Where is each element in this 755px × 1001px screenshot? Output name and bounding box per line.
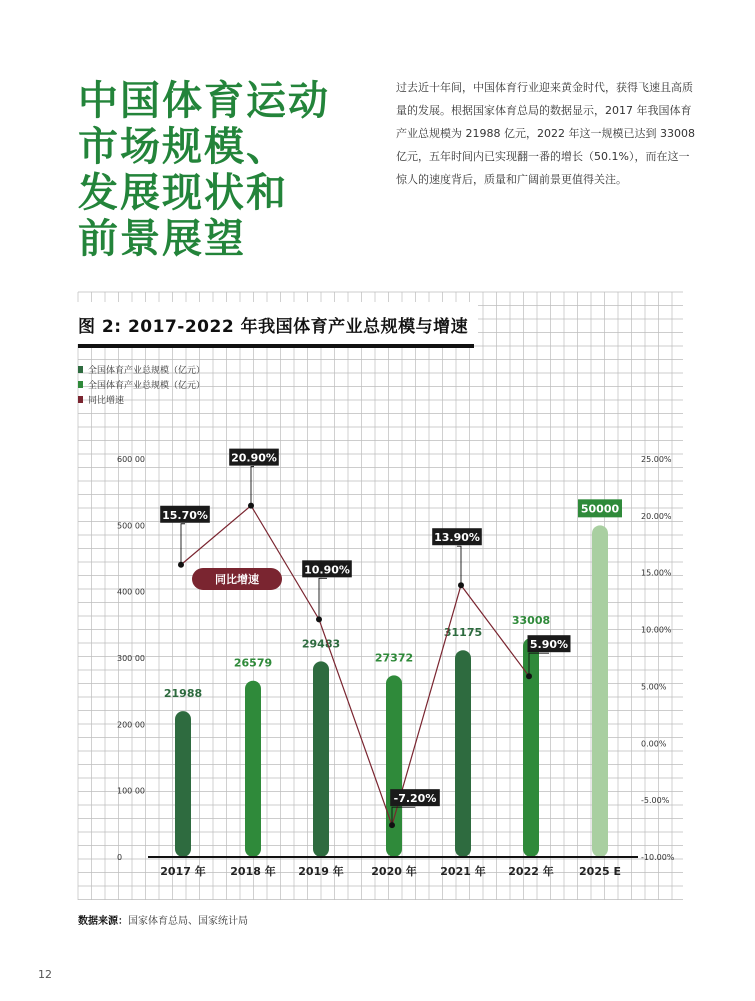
y-axis-right-tick-label: 10.00% <box>641 625 672 635</box>
rate-label: 13.90% <box>434 531 480 545</box>
legend-item-growth <box>78 392 205 407</box>
bar-value-label: 29483 <box>301 637 341 651</box>
legend-label: 全国体育产业总规模（亿元） <box>88 366 206 376</box>
title-rule <box>78 344 474 348</box>
page-headline: 中国体育运动 市场规模、 发展现状和 前景展望 <box>78 78 330 262</box>
bar <box>245 681 261 857</box>
x-axis-tick-label: 2019 年 <box>298 865 344 878</box>
y-axis-right-tick-label: -5.00% <box>641 796 670 806</box>
bar-value-label: 31175 <box>443 626 483 640</box>
legend-label: 全国体育产业总规模（亿元） <box>88 381 206 391</box>
bar <box>592 525 608 857</box>
bar-value-label: 27372 <box>374 651 414 665</box>
legend-swatch <box>78 366 83 373</box>
rate-label: -7.20% <box>393 792 437 806</box>
y-axis-left-tick-label: 300 00 <box>117 654 145 663</box>
x-axis-tick-label: 2018 年 <box>230 865 276 878</box>
growth-callout-label: 同比增速 <box>215 573 259 586</box>
bar-value-label: 21988 <box>163 687 203 701</box>
bar-value-label: 50000 <box>580 502 620 516</box>
y-axis-left-tick-label: 400 00 <box>117 587 145 597</box>
chart-title: 图 2: 2017-2022 年我国体育产业总规模与增速 <box>78 317 469 337</box>
bar <box>386 675 402 857</box>
x-axis-tick-label: 2020 年 <box>371 865 417 878</box>
y-axis-right-tick-label: -10.00% <box>641 853 675 862</box>
y-axis-right-tick-label: 0.00% <box>641 739 667 749</box>
source-label: 数据来源： <box>78 916 128 927</box>
rate-label: 20.90% <box>231 451 277 465</box>
y-axis-right-tick-label: 25.00% <box>641 455 672 464</box>
page-number: 12 <box>38 968 52 981</box>
y-axis-left-tick-label: 0 <box>117 853 123 862</box>
rate-label-leader <box>457 546 461 585</box>
y-axis-left-tick-label: 500 00 <box>117 521 145 531</box>
legend-item-scale-dark <box>78 362 205 377</box>
legend-item-scale-light <box>78 377 205 392</box>
y-axis-right-tick-label: 5.00% <box>641 682 667 692</box>
legend-label: 同比增速 <box>88 396 125 406</box>
rate-label: 10.90% <box>304 563 350 577</box>
data-source <box>78 912 248 927</box>
y-axis-right-tick-label: 15.00% <box>641 568 672 578</box>
y-axis-left-tick-label: 200 00 <box>117 720 145 730</box>
x-axis-tick-label: 2017 年 <box>160 865 206 878</box>
intro-paragraph: 过去近十年间，中国体育行业迎来黄金时代，获得飞速且高质量的发展。根据国家体育总局的数据显示，2017 年我国体育产业总规模为 21988 亿元，2022 年这一规模已达到 33008 亿元，五年时间内已实现翻一番的增长（50.1%），而在这一惊人的速度背后，质量和广阔前景更值得关注。 <box>396 81 695 186</box>
x-axis-tick-label: 2022 年 <box>508 865 554 878</box>
bar <box>313 661 329 857</box>
x-axis-tick-label: 2025 E <box>579 865 621 878</box>
y-axis-left-tick-label: 600 00 <box>117 455 145 464</box>
bar-value-label: 33008 <box>511 614 551 628</box>
rate-label-leader <box>319 578 327 619</box>
bar <box>175 711 191 857</box>
y-axis-right-tick-label: 20.00% <box>641 511 672 521</box>
legend-swatch <box>78 396 83 403</box>
y-axis-left-tick-label: 100 00 <box>117 786 145 796</box>
bar-value-label: 26579 <box>233 656 273 670</box>
bar <box>455 650 471 857</box>
rate-label-leader <box>181 524 185 565</box>
rate-label: 5.90% <box>529 638 569 652</box>
rate-label: 15.70% <box>162 508 208 522</box>
source-text: 国家体育总局、国家统计局 <box>128 916 248 927</box>
chart-legend <box>78 362 205 407</box>
x-axis-tick-label: 2021 年 <box>440 865 486 878</box>
legend-swatch <box>78 381 83 388</box>
